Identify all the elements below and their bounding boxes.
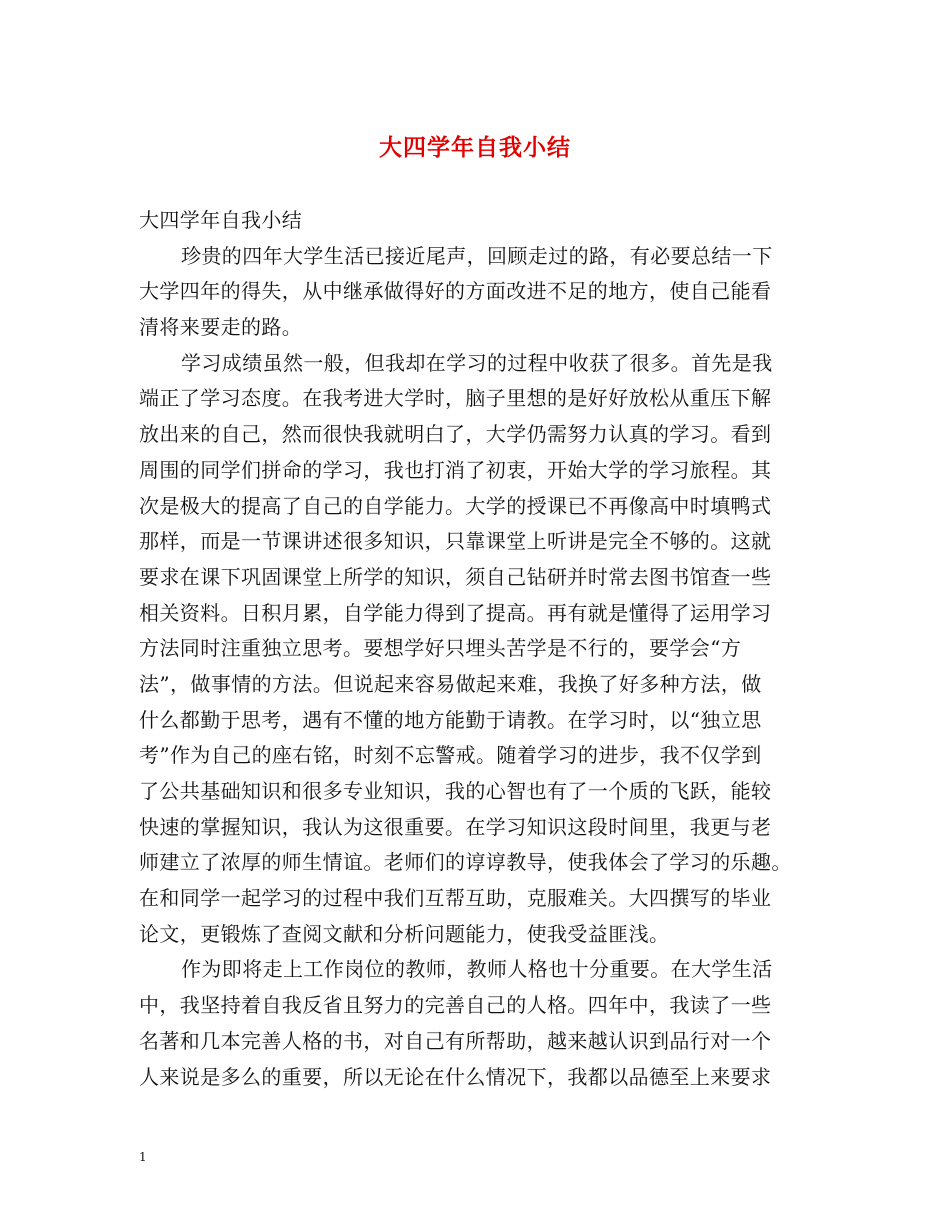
paragraph-2-line-13: 了公共基础知识和很多专业知识，我的心智也有了一个质的飞跃，能较	[139, 779, 772, 803]
paragraph-2-line-12: 考”作为自己的座右铭，时刻不忘警戒。随着学习的进步，我不仅学到	[139, 743, 762, 768]
paragraph-1-line-1: 珍贵的四年大学生活已接近尾声，回顾走过的路，有必要总结一下	[181, 243, 773, 268]
paragraph-2-line-15: 师建立了浓厚的师生情谊。老师们的谆谆教导，使我体会了学习的乐趣。	[139, 850, 792, 875]
page-number: 1	[139, 1150, 147, 1164]
paragraph-2-line-16: 在和同学一起学习的过程中我们互帮互助，克服难关。大四撰写的毕业	[139, 886, 772, 911]
paragraph-2-line-1: 学习成绩虽然一般，但我却在学习的过程中收获了很多。首先是我	[181, 350, 773, 375]
paragraph-2-line-11: 什么都勤于思考，遇有不懂的地方能勤于请教。在学习时，以“独立思	[139, 707, 762, 732]
paragraph-2-line-2: 端正了学习态度。在我考进大学时，脑子里想的是好好放松从重压下解	[139, 386, 772, 411]
paragraph-2-line-17: 论文，更锻炼了查阅文献和分析问题能力，使我受益匪浅。	[139, 921, 670, 946]
paragraph-2-line-3: 放出来的自己，然而很快我就明白了，大学仍需努力认真的学习。看到	[139, 422, 772, 447]
paragraph-2-line-9: 方法同时注重独立思考。要想学好只埋头苦学是不行的，要学会“方	[139, 636, 742, 661]
paragraph-2-line-7: 要求在课下巩固课堂上所学的知识，须自己钻研并时常去图书馆查一些	[139, 564, 772, 589]
paragraph-3-line-3: 名著和几本完善人格的书，对自己有所帮助，越来越认识到品行对一个	[139, 1028, 772, 1053]
paragraph-1-line-2: 大学四年的得失，从中继承做得好的方面改进不足的地方，使自己能看	[139, 279, 772, 304]
paragraph-2-line-4: 周围的同学们拼命的学习，我也打消了初衷，开始大学的学习旅程。其	[139, 457, 772, 482]
paragraph-1-line-3: 清将来要走的路。	[139, 315, 303, 340]
paragraph-2-line-6: 那样，而是一节课讲述很多知识，只靠课堂上听讲是完全不够的。这就	[139, 529, 772, 554]
document-body	[139, 203, 815, 1095]
paragraph-2-line-8: 相关资料。日积月累，自学能力得到了提高。再有就是懂得了运用学习	[139, 600, 772, 625]
paragraph-3-line-4: 人来说是多么的重要，所以无论在什么情况下，我都以品德至上来要求	[139, 1064, 772, 1089]
subtitle-line: 大四学年自我小结	[139, 208, 303, 232]
paragraph-2-line-14: 快速的掌握知识，我认为这很重要。在学习知识这段时间里，我更与老	[139, 814, 772, 839]
paragraph-3-line-1: 作为即将走上工作岗位的教师，教师人格也十分重要。在大学生活	[181, 957, 773, 982]
document-title: 大四学年自我小结	[379, 134, 571, 161]
paragraph-2-line-10: 法”，做事情的方法。但说起来容易做起来难，我换了好多种方法，做	[139, 671, 762, 696]
paragraph-2-line-5: 次是极大的提高了自己的自学能力。大学的授课已不再像高中时填鸭式	[139, 493, 772, 518]
paragraph-3-line-2: 中，我坚持着自我反省且努力的完善自己的人格。四年中，我读了一些	[139, 993, 772, 1018]
